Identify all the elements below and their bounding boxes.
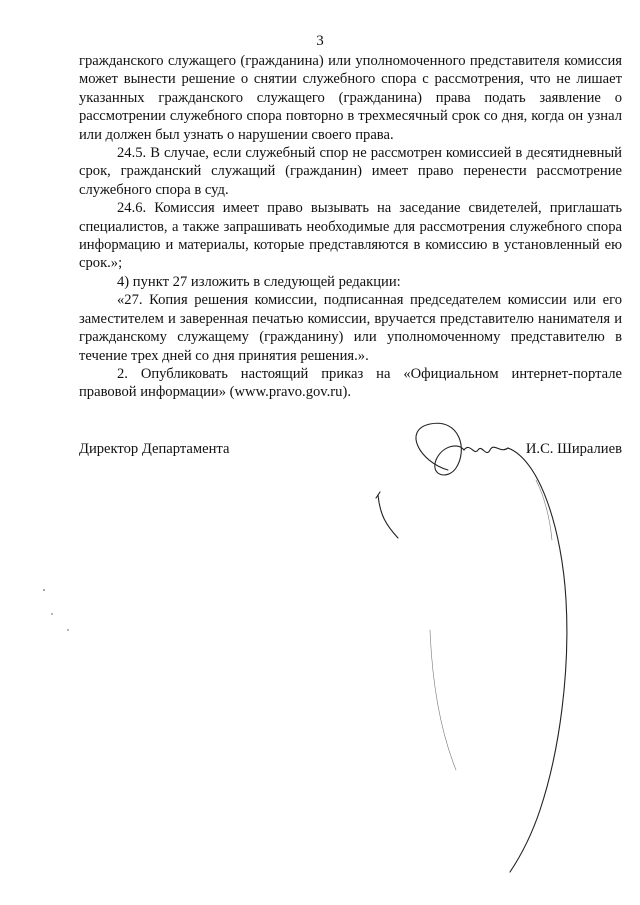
page-number: 3 xyxy=(316,33,324,49)
scan-specks xyxy=(30,570,70,670)
signatory-position: Директор Департамента xyxy=(79,441,230,457)
paragraph: 24.5. В случае, если служебный спор не рассмотрен комиссией в десятидневный срок, гражданский служащий (гражданин) имеет право перенести рассмотрение служебного спора в суд. xyxy=(79,145,622,198)
paragraph: «27. Копия решения комиссии, подписанная председателем комиссии или его заместителем и заверенная печатью комиссии, вручается представителю нанимателя и гражданскому служащему (гражданину) или уполномоченному представителю в течение трех дней со дня принятия решения.». xyxy=(79,292,622,364)
paragraph: 4) пункт 27 изложить в следующей редакции: xyxy=(117,273,401,290)
paragraph: 24.6. Комиссия имеет право вызывать на заседание свидетелей, приглашать специалистов, а также запрашивать необходимые для рассмотрения служебного спора информацию и материалы, которые представляются в комиссию в установленный ею срок.»; xyxy=(79,200,622,272)
paragraph: гражданского служащего (гражданина) или уполномоченного представителя комиссия может вынести решение о снятии служебного спора с рассмотрения, что не лишает указанных гражданского служащего (гражданина) права подать заявление о рассмотрении служебного спора повторно в трехмесячный срок со дня, когда он узнал или должен был узнать о нарушении своего права. xyxy=(79,53,622,143)
document-body xyxy=(79,52,622,402)
paragraph: 2. Опубликовать настоящий приказ на «Официальном интернет-портале правовой информации» (www.pravo.gov.ru). xyxy=(79,365,622,401)
handwritten-signature xyxy=(360,420,620,880)
signatory-name: И.С. Ширалиев xyxy=(525,441,622,457)
